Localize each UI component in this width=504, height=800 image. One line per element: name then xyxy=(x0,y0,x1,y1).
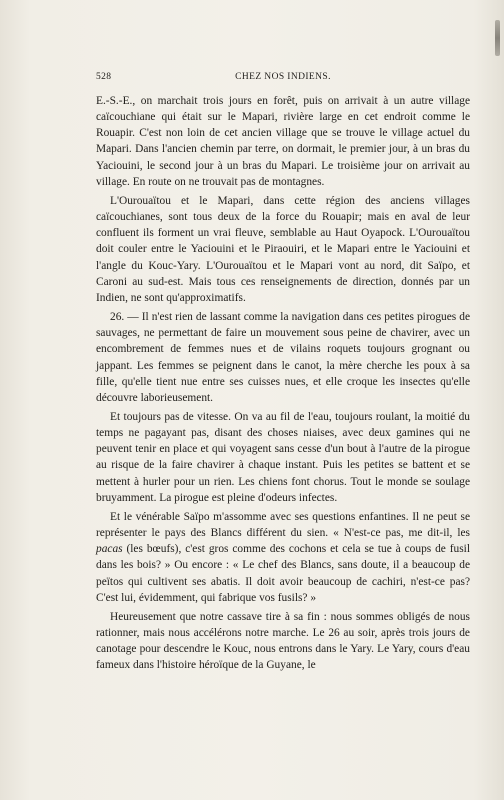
paragraph-section-26: 26. — Il n'est rien de lassant comme la navigation dans ces petites pirogues de sauvages, ne permettant de faire un mouvement sous peine de chavirer, avec un encombrement de femmes nues et de vilains roquets toujours grognant ou jappant. Les femmes se peignent dans le canot, la mère cherche les poux à sa fille, qu'elle tient nue entre ses cuisses nues, et elle croque les insectes qu'elle découvre laborieusement. xyxy=(96,311,470,404)
paragraph-cassava: Heureusement que notre cassave tire à sa fin : nous sommes obligés de nous rationner, mais nous accélérons notre marche. Le 26 au soir, après trois jours de canotage pour descendre le Kouc, nous entrons dans le Yary. Le Yary, cours d'eau fameux dans l'histoire héroïque de la Guyane, le xyxy=(96,610,470,672)
page-number: 528 xyxy=(96,72,112,82)
italic-pacas: pacas xyxy=(96,543,123,556)
page-header xyxy=(96,70,470,86)
saipo-text-after: (les bœufs), c'est gros comme des cochons et cela se tue à coups de fusil dans les bois? » Ou encore : « Le chef des Blancs, sans doute, il a beaucoup de peïtos qui cultivent ses abatis. Il doit avoir beaucoup de cachiri, n'est-ce pas? C'est lui, évidemment, qui fabrique vos fusils? » xyxy=(96,543,470,604)
paragraph-saipo-questions xyxy=(96,509,470,606)
paragraph-rivers: L'Ourouaïtou et le Mapari, dans cette région des anciens villages caïcouchianes, sont tous deux de la force du Rouapir; mais en aval de leur confluent ils forment un vrai fleuve, semblable au Haut Oyapock. L'Ourouaïtou doit couler entre le Yaciouini et le Piraouiri, et le Mapari entre le Yaciouini et l'angle du Kouc-Yary. L'Ourouaïtou et le Mapari vont au nord, dit Saïpo, et Caroni au sud-est. Mais tous ces renseignements de direction, donnés par un Indien, ne sont qu'approximatifs. xyxy=(96,194,470,304)
body-text xyxy=(96,93,470,673)
paragraph-continuation: E.-S.-E., on marchait trois jours en forêt, puis on arrivait à un autre village caïcouchiane qui était sur le Mapari, rivière large en cet endroit comme le Rouapir. C'est non loin de cet ancien village que se trouve le village actuel du Mapari. Dans l'ancien chemin par terre, on dormait, le premier jour, à un bras du Yaciouini, le second jour à un bras du Mapari. Le troisième jour on arrivait au village. En route on ne trouvait pas de montagnes. xyxy=(96,95,470,188)
saipo-text-before: Et le vénérable Saïpo m'assomme avec ses questions enfantines. Il ne peut se représenter le pays des Blancs différent du sien. « N'est-ce pas, me dit-il, les xyxy=(96,510,470,540)
scan-edge-mark xyxy=(495,20,500,56)
running-title: CHEZ NOS INDIENS. xyxy=(235,72,331,82)
paragraph-no-speed: Et toujours pas de vitesse. On va au fil de l'eau, toujours roulant, la moitié du temps ne pagayant pas, disant des choses niaises, avec deux gamines qui ne peuvent tenir en place et qui voyagent sans cesse d'un bout à l'autre de la pirogue au risque de la faire chavirer à chaque instant. Puis les petites se battent et se mettent à hurler pour un rien. Les chiens font chorus. Tout le monde se soulage bruyamment. La pirogue est pleine d'odeurs infectes. xyxy=(96,410,470,504)
